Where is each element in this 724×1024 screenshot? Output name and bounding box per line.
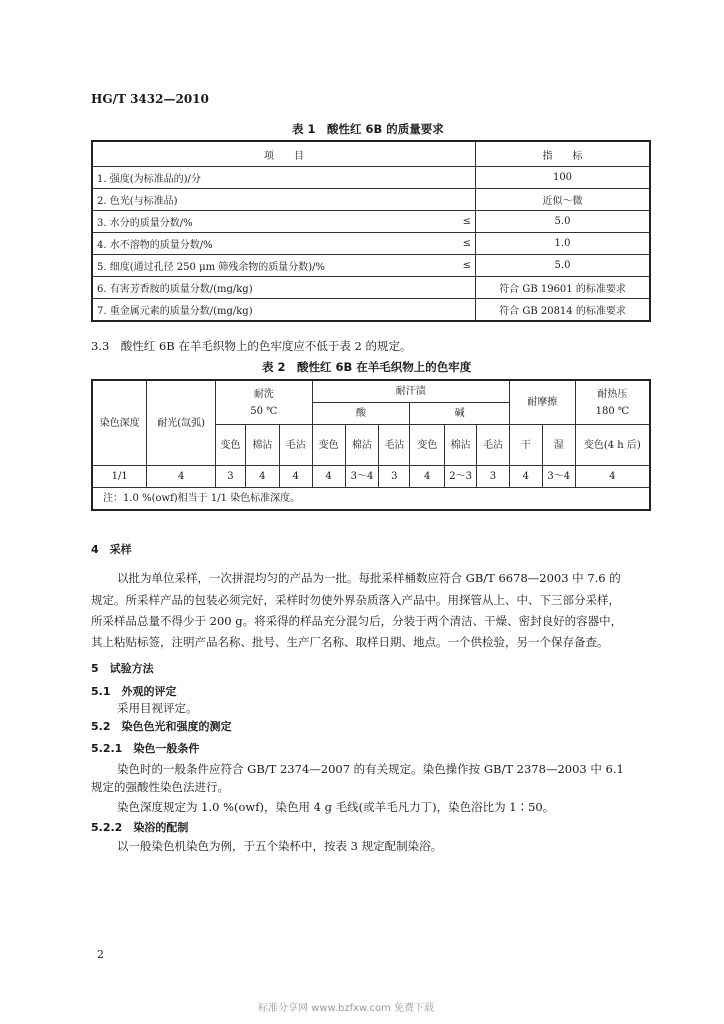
section4-line: 所采样品总量不得少于 200 g。将采得的样品充分混匀后，分装于两个清洁、干燥、密封良好的容器中， — [91, 614, 623, 628]
footer-watermark: 标准分享网 www.bzfxw.com 免费下载 — [258, 1003, 434, 1014]
section5-2-heading: 5.2 染色色光和强度的测定 — [91, 720, 232, 733]
table2-title: 表 2 酸性红 6B 在羊毛织物上的色牢度 — [262, 360, 472, 374]
header-alkali: 碱 — [410, 403, 510, 425]
row-item: 3. 水分的质量分数/% — [92, 211, 447, 233]
subheader: 变色 — [312, 425, 345, 466]
table2-note: 注：1.0 %(owf)相当于 1/1 染色标准深度。 — [92, 488, 650, 511]
row-operator: ≤ — [447, 255, 476, 277]
subheader: 毛沾 — [279, 425, 312, 466]
section4-heading: 4 采样 — [91, 543, 132, 556]
header-depth: 染色深度 — [92, 380, 147, 466]
cell: 4 — [575, 466, 650, 488]
cell: 4 — [245, 466, 279, 488]
table-row — [92, 167, 650, 189]
section5-2-1-line1: 染色时的一般条件应符合 GB/T 2374—2007 的有关规定。染色操作按 GB/T 2378—2003 中 6.1 — [117, 762, 624, 776]
table-row — [92, 233, 650, 255]
cell: 2～3 — [445, 466, 477, 488]
cell: 3 — [216, 466, 246, 488]
table-row — [92, 277, 650, 299]
subheader: 变色(4 h 后) — [575, 425, 650, 466]
section5-2-2-text: 以一般染色机染色为例，于五个染杯中，按表 3 规定配制染浴。 — [117, 839, 443, 853]
cell: 3～4 — [542, 466, 575, 488]
section4-line: 规定。所采样产品的包装必须完好，采样时勿使外界杂质落入产品中。用探管从上、中、下三部分采样， — [91, 593, 620, 607]
table-row — [92, 211, 650, 233]
row-value: 1.0 — [476, 233, 651, 255]
row-item: 4. 水不溶物的质量分数/% — [92, 233, 447, 255]
table-header-row — [92, 141, 650, 167]
cell: 3 — [477, 466, 510, 488]
table2 — [91, 379, 651, 511]
cell: 4 — [279, 466, 312, 488]
cell: 4 — [147, 466, 216, 488]
cell: 4 — [312, 466, 345, 488]
section5-1-heading: 5.1 外观的评定 — [91, 685, 177, 698]
section4-line: 其上粘贴标签，注明产品名称、批号、生产厂名称、取样日期、地点。一个供检验，另一个保存备查。 — [91, 635, 609, 649]
subheader: 变色 — [410, 425, 445, 466]
subheader: 变色 — [216, 425, 246, 466]
row-value: 5.0 — [476, 255, 651, 277]
row-operator — [447, 299, 476, 322]
cell: 1/1 — [92, 466, 147, 488]
table-row — [92, 466, 650, 488]
section5-2-1-line2: 规定的强酸性染色法进行。 — [91, 780, 229, 794]
header-heat: 耐热压 — [597, 388, 628, 400]
row-operator — [447, 277, 476, 299]
subheader: 湿 — [542, 425, 575, 466]
cell: 4 — [410, 466, 445, 488]
header-rub: 耐摩擦 — [509, 380, 575, 425]
cell: 4 — [509, 466, 542, 488]
row-operator: ≤ — [447, 233, 476, 255]
row-item: 1. 强度(为标准品的)/分 — [92, 167, 447, 189]
cell: 3～4 — [345, 466, 379, 488]
subheader: 干 — [509, 425, 542, 466]
subheader: 棉沾 — [445, 425, 477, 466]
header-wash-temp: 50 ℃ — [250, 405, 278, 417]
row-value: 100 — [476, 167, 651, 189]
row-operator — [447, 167, 476, 189]
page-number: 2 — [97, 948, 104, 961]
header-value: 指 标 — [476, 141, 651, 167]
cell: 3 — [379, 466, 410, 488]
subheader: 毛沾 — [477, 425, 510, 466]
subheader: 棉沾 — [245, 425, 279, 466]
table1-title: 表 1 酸性红 6B 的质量要求 — [292, 122, 444, 136]
subheader: 棉沾 — [345, 425, 379, 466]
row-value: 近似～微 — [476, 189, 651, 211]
section5-2-2-heading: 5.2.2 染浴的配制 — [91, 821, 189, 834]
subheader: 毛沾 — [379, 425, 410, 466]
table-row — [92, 299, 650, 322]
row-item: 5. 细度(通过孔径 250 μm 筛残余物的质量分数)/% — [92, 255, 447, 277]
header-wash: 耐洗 — [253, 388, 274, 400]
doc-code: HG/T 3432—2010 — [91, 92, 209, 106]
row-item: 2. 色光(与标准品) — [92, 189, 447, 211]
header-acid: 酸 — [312, 403, 410, 425]
section5-1-text: 采用目视评定。 — [117, 701, 198, 715]
section-3-3: 3.3 酸性红 6B 在羊毛织物上的色牢度应不低于表 2 的规定。 — [91, 339, 412, 353]
section4-line: 以批为单位采样，一次拼混均匀的产品为一批。每批采样桶数应符合 GB/T 6678—2003 中 7.6 的 — [117, 571, 621, 585]
header-item: 项 目 — [92, 141, 476, 167]
row-value: 符合 GB 19601 的标准要求 — [476, 277, 651, 299]
header-heat-temp: 180 ℃ — [595, 405, 630, 417]
row-operator — [447, 189, 476, 211]
table-row — [92, 255, 650, 277]
row-item: 6. 有害芳香胺的质量分数/(mg/kg) — [92, 277, 447, 299]
table-row — [92, 189, 650, 211]
header-light: 耐光(氙弧) — [147, 380, 216, 466]
row-item: 7. 重金属元素的质量分数/(mg/kg) — [92, 299, 447, 322]
header-sweat: 耐汗渍 — [312, 380, 509, 403]
table1 — [91, 140, 651, 322]
section5-2-1-heading: 5.2.1 染色一般条件 — [91, 742, 200, 755]
row-operator: ≤ — [447, 211, 476, 233]
row-value: 符合 GB 20814 的标准要求 — [476, 299, 651, 322]
row-value: 5.0 — [476, 211, 651, 233]
section5-heading: 5 试验方法 — [91, 662, 154, 675]
section5-2-1-line3: 染色深度规定为 1.0 %(owf)，染色用 4 g 毛线(或羊毛凡力丁)，染色浴比为 1∶50。 — [117, 800, 555, 814]
